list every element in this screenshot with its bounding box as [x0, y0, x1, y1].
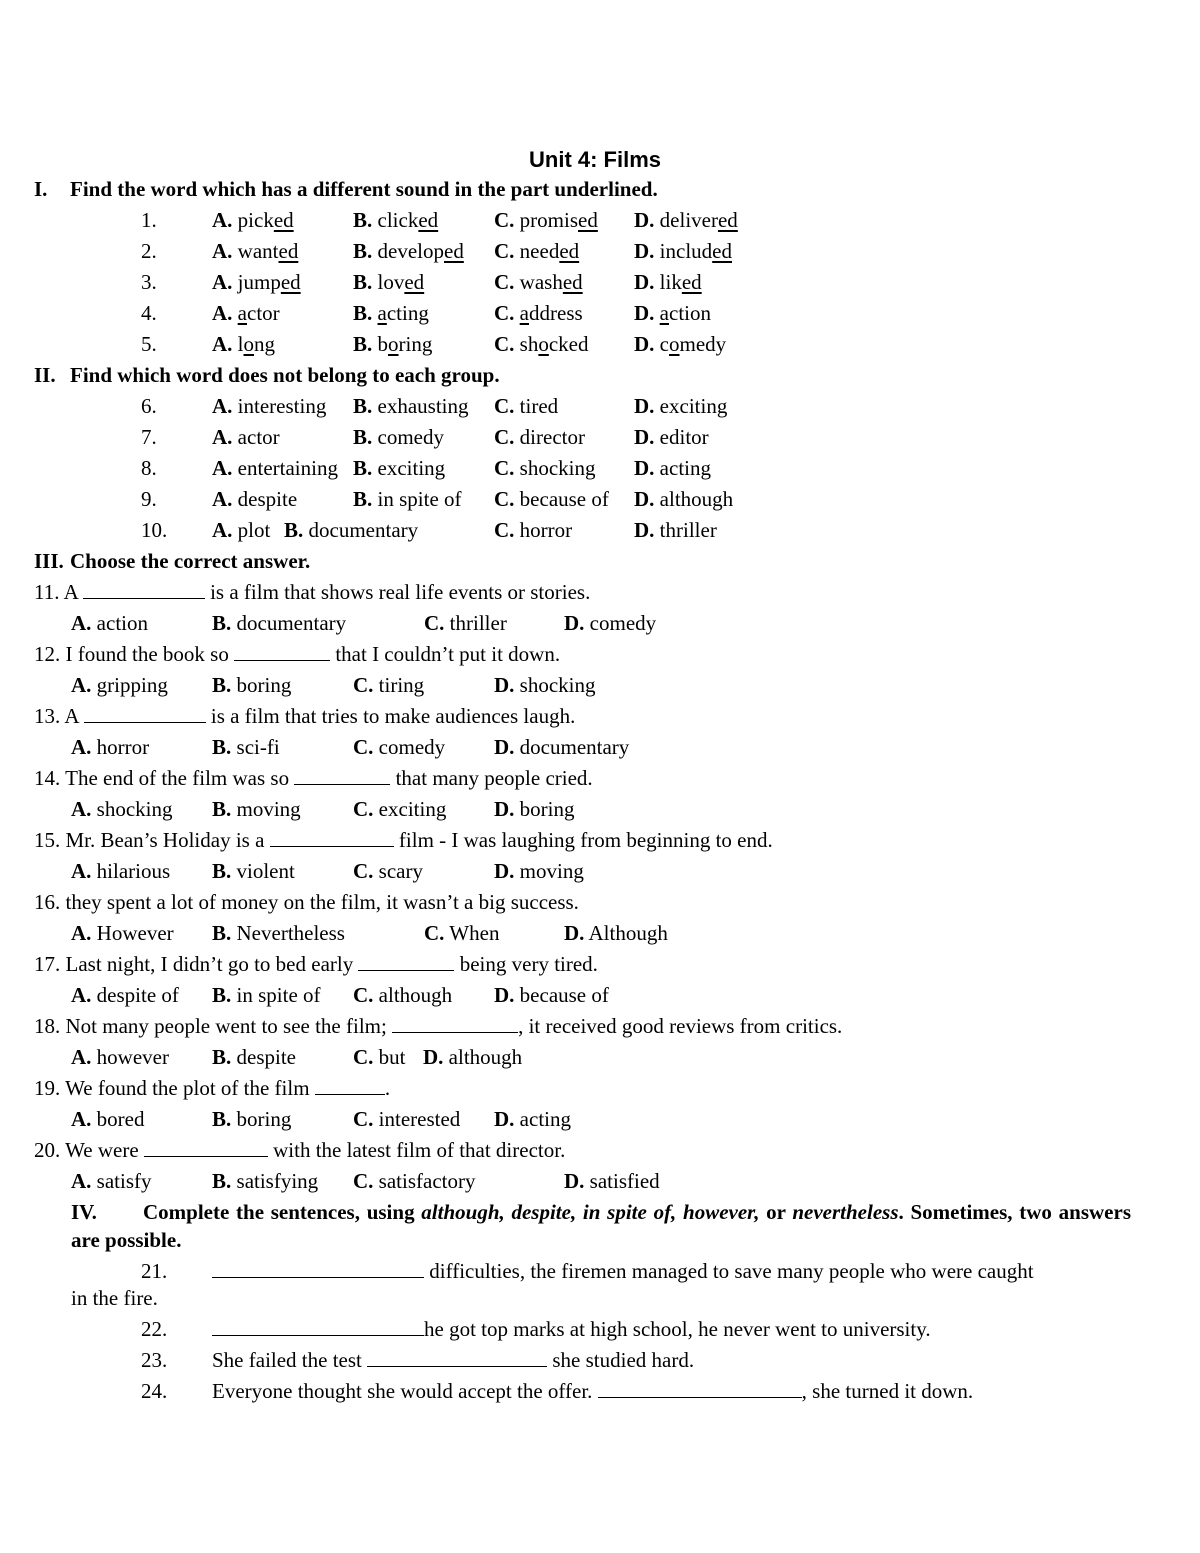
question-number: 24. — [141, 1379, 168, 1403]
question-number: 7. — [141, 425, 157, 449]
question-stem: 19. We found the plot of the film . — [34, 1076, 391, 1100]
question-number: 3. — [141, 270, 157, 294]
question-stem: 17. Last night, I didn’t go to bed early being very tired. — [34, 952, 598, 976]
option-c: C. address — [494, 301, 583, 325]
answer-blank — [144, 1138, 268, 1157]
option-b: B. developed — [353, 239, 464, 263]
option-a: A. shocking — [71, 797, 173, 821]
option-a: A. entertaining — [212, 456, 338, 480]
option-a: A. gripping — [71, 673, 168, 697]
option-b: B. documentary — [284, 518, 419, 542]
section-instruction: Choose the correct answer. — [70, 549, 311, 573]
option-c: C. satisfactory — [353, 1169, 476, 1193]
option-b: B. documentary — [212, 611, 347, 635]
question-stem: 12. I found the book so that I couldn’t put it down. — [34, 642, 561, 666]
option-b: B. violent — [212, 859, 295, 883]
option-b: B. Nevertheless — [212, 921, 345, 945]
question-number: 2. — [141, 239, 157, 263]
answer-blank — [270, 828, 394, 847]
section-4-heading: IV. Complete the sentences, using although, despite, in spite of, however, or nevertheless. Sometimes, two answers are possible. — [71, 1200, 1131, 1252]
option-c: C. promised — [494, 208, 598, 232]
option-c: C. When — [424, 921, 500, 945]
answer-blank — [212, 1317, 424, 1336]
option-b: B. exciting — [353, 456, 446, 480]
question-stem: Everyone thought she would accept the offer. , she turned it down. — [212, 1379, 974, 1403]
option-a: A. However — [71, 921, 174, 945]
option-d: D. because of — [494, 983, 609, 1007]
question-stem: 11. A is a film that shows real life events or stories. — [34, 580, 591, 604]
answer-blank — [598, 1379, 802, 1398]
option-d: D. although — [634, 487, 734, 511]
option-a: A. however — [71, 1045, 169, 1069]
option-d: D. although — [423, 1045, 523, 1069]
option-a: A. hilarious — [71, 859, 171, 883]
option-c: C. thriller — [424, 611, 507, 635]
option-b: B. loved — [353, 270, 425, 294]
question-number: 10. — [141, 518, 168, 542]
option-b: B. comedy — [353, 425, 444, 449]
option-c: C. needed — [494, 239, 580, 263]
option-b: B. satisfying — [212, 1169, 319, 1193]
option-c: C. but — [353, 1045, 406, 1069]
option-c: C. shocked — [494, 332, 589, 356]
option-d: D. comedy — [634, 332, 727, 356]
option-d: D. editor — [634, 425, 709, 449]
question-number: 8. — [141, 456, 157, 480]
question-stem: She failed the test she studied hard. — [212, 1348, 695, 1372]
option-a: A. actor — [212, 301, 280, 325]
option-d: D. moving — [494, 859, 584, 883]
answer-blank — [83, 580, 205, 599]
option-d: D. thriller — [634, 518, 717, 542]
answer-blank — [84, 704, 206, 723]
option-d: D. action — [634, 301, 711, 325]
option-d: D. included — [634, 239, 732, 263]
option-a: A. wanted — [212, 239, 299, 263]
section-number: III. — [34, 549, 64, 573]
question-stem-continued: in the fire. — [71, 1286, 158, 1310]
option-b: B. boring — [212, 1107, 292, 1131]
section-3-heading — [34, 547, 310, 575]
option-a: A. jumped — [212, 270, 301, 294]
option-d: D. boring — [494, 797, 575, 821]
option-a: A. action — [71, 611, 148, 635]
option-a: A. long — [212, 332, 276, 356]
question-stem: 14. The end of the film was so that many people cried. — [34, 766, 593, 790]
answer-blank — [212, 1259, 424, 1278]
page-title: Unit 4: Films — [529, 147, 662, 172]
question-number: 23. — [141, 1348, 168, 1372]
option-a: A. despite of — [71, 983, 179, 1007]
answer-blank — [392, 1014, 518, 1033]
question-stem: 16. they spent a lot of money on the film, it wasn’t a big success. — [34, 890, 579, 914]
section-number: IV. — [71, 1200, 97, 1224]
option-a: A. despite — [212, 487, 298, 511]
option-b: B. in spite of — [212, 983, 321, 1007]
option-c: C. although — [353, 983, 453, 1007]
option-d: D. exciting — [634, 394, 728, 418]
answer-blank — [358, 952, 454, 971]
question-number: 5. — [141, 332, 157, 356]
option-d: D. Although — [564, 921, 668, 945]
answer-blank — [294, 766, 390, 785]
option-d: D. acting — [634, 456, 711, 480]
option-c: C. horror — [494, 518, 573, 542]
option-c: C. because of — [494, 487, 609, 511]
option-b: B. sci-fi — [212, 735, 280, 759]
option-d: D. shocking — [494, 673, 596, 697]
option-d: D. liked — [634, 270, 702, 294]
option-a: A. satisfy — [71, 1169, 152, 1193]
answer-blank — [234, 642, 330, 661]
section-instruction: Find the word which has a different sound in the part underlined. — [70, 177, 658, 201]
option-a: A. picked — [212, 208, 294, 232]
answer-blank — [367, 1348, 547, 1367]
option-d: D. documentary — [494, 735, 630, 759]
option-b: B. in spite of — [353, 487, 462, 511]
option-d: D. comedy — [564, 611, 657, 635]
option-a: A. actor — [212, 425, 280, 449]
option-c: C. director — [494, 425, 585, 449]
question-number: 22. — [141, 1317, 168, 1341]
option-a: A. plot — [212, 518, 271, 542]
option-d: D. acting — [494, 1107, 571, 1131]
option-c: C. tired — [494, 394, 559, 418]
question-stem: he got top marks at high school, he never went to university. — [212, 1315, 931, 1343]
option-c: C. shocking — [494, 456, 596, 480]
option-c: C. scary — [353, 859, 423, 883]
option-c: C. washed — [494, 270, 583, 294]
question-number: 9. — [141, 487, 157, 511]
option-d: D. satisfied — [564, 1169, 660, 1193]
question-stem: difficulties, the firemen managed to save many people who were caught — [212, 1257, 1034, 1285]
option-b: B. moving — [212, 797, 301, 821]
option-b: B. acting — [353, 301, 429, 325]
option-b: B. despite — [212, 1045, 296, 1069]
question-stem: 18. Not many people went to see the film; , it received good reviews from critics. — [34, 1014, 843, 1038]
section-number: II. — [34, 363, 56, 387]
option-c: C. interested — [353, 1107, 461, 1131]
option-b: B. clicked — [353, 208, 439, 232]
option-b: B. boring — [212, 673, 292, 697]
question-number: 6. — [141, 394, 157, 418]
option-a: A. interesting — [212, 394, 327, 418]
section-instruction: Find which word does not belong to each group. — [70, 363, 500, 387]
question-number: 1. — [141, 208, 157, 232]
question-number: 4. — [141, 301, 157, 325]
option-d: D. delivered — [634, 208, 738, 232]
option-c: C. exciting — [353, 797, 447, 821]
option-b: B. exhausting — [353, 394, 469, 418]
section-number: I. — [34, 177, 48, 201]
section-2-heading — [34, 361, 500, 389]
option-b: B. boring — [353, 332, 433, 356]
answer-blank — [315, 1076, 385, 1095]
section-1-heading — [34, 175, 658, 203]
question-stem: 15. Mr. Bean’s Holiday is a film - I was laughing from beginning to end. — [34, 828, 773, 852]
option-a: A. horror — [71, 735, 150, 759]
option-c: C. tiring — [353, 673, 425, 697]
option-c: C. comedy — [353, 735, 446, 759]
option-a: A. bored — [71, 1107, 145, 1131]
question-stem: 20. We were with the latest film of that director. — [34, 1138, 566, 1162]
question-stem: 13. A is a film that tries to make audiences laugh. — [34, 704, 576, 728]
question-number: 21. — [141, 1259, 168, 1283]
